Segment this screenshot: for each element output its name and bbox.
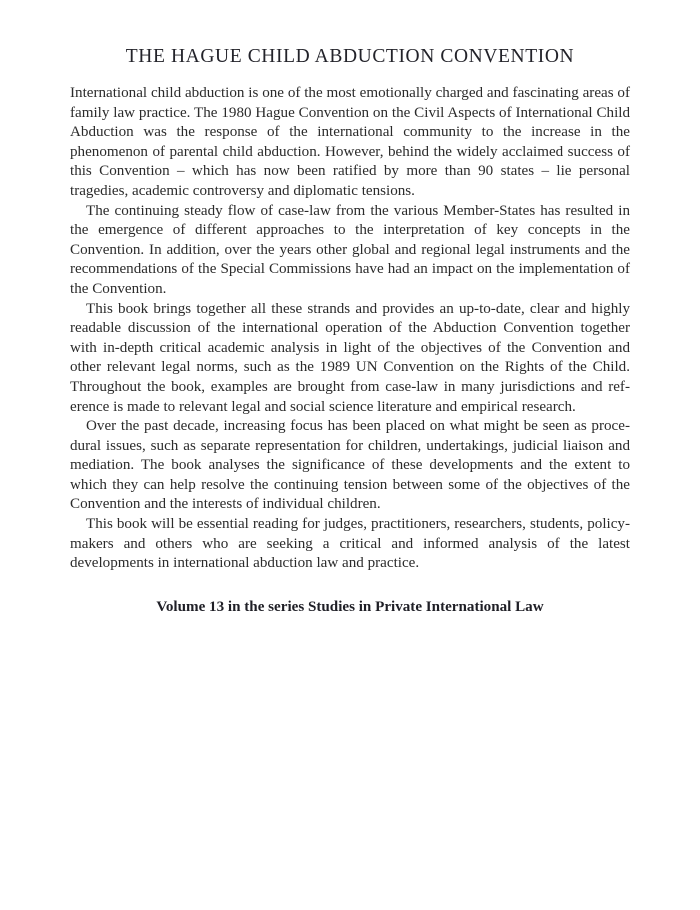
blurb-paragraph-3: This book brings together all these strands and provides an up-to-date, clear and highly readable discussion of the international operation of the Abduction Convention together with in-depth critical academic analysis in light of the objectives of the Convention and other relevant legal norms, such as the 1989 UN Convention on the Rights of the Child. Throughout the book, examples are brought from case-law in many jurisdictions and reference is made to relevant legal and social science literature and empirical research.: [70, 300, 630, 415]
blurb-paragraph-4: Over the past decade, increasing focus has been placed on what might be seen as procedural issues, such as separate representation for children, undertakings, judicial liaison and mediation. The book analyses the significance of these developments and the extent to which they can help resolve the continuing tension between some of the objectives of the Convention and the interests of individual children.: [70, 418, 630, 513]
blurb-paragraph-5: This book will be essential reading for judges, practitioners, researchers, students, policy-makers and others who are seeking a critical and informed analysis of the latest developments in international abduction law and practice.: [70, 516, 630, 572]
blurb-paragraph-1: International child abduction is one of the most emotionally charged and fascinating areas of family law practice. The 1980 Hague Convention on the Civil Aspects of International Child Abduction was the response of the international community to the increase in the phenomenon of parental child abduction. However, behind the widely acclaimed success of this Convention – which has now been ratified by more than 90 states – lie personal tragedies, academic controversy and diplomatic tensions.: [70, 85, 630, 199]
series-volume-note: Volume 13 in the series Studies in Private International Law: [156, 598, 544, 615]
blurb-paragraph-2: The continuing steady flow of case-law from the various Member-States has resulted in the emergence of different approaches to the interpretation of key concepts in the Convention. In addition, over the years other global and regional legal instruments and the recommendations of the Special Commissions have had an impact on the implementation of the Convention.: [70, 202, 630, 297]
page-title: THE HAGUE CHILD ABDUCTION CONVENTION: [125, 46, 575, 67]
text-column: [70, 44, 630, 617]
